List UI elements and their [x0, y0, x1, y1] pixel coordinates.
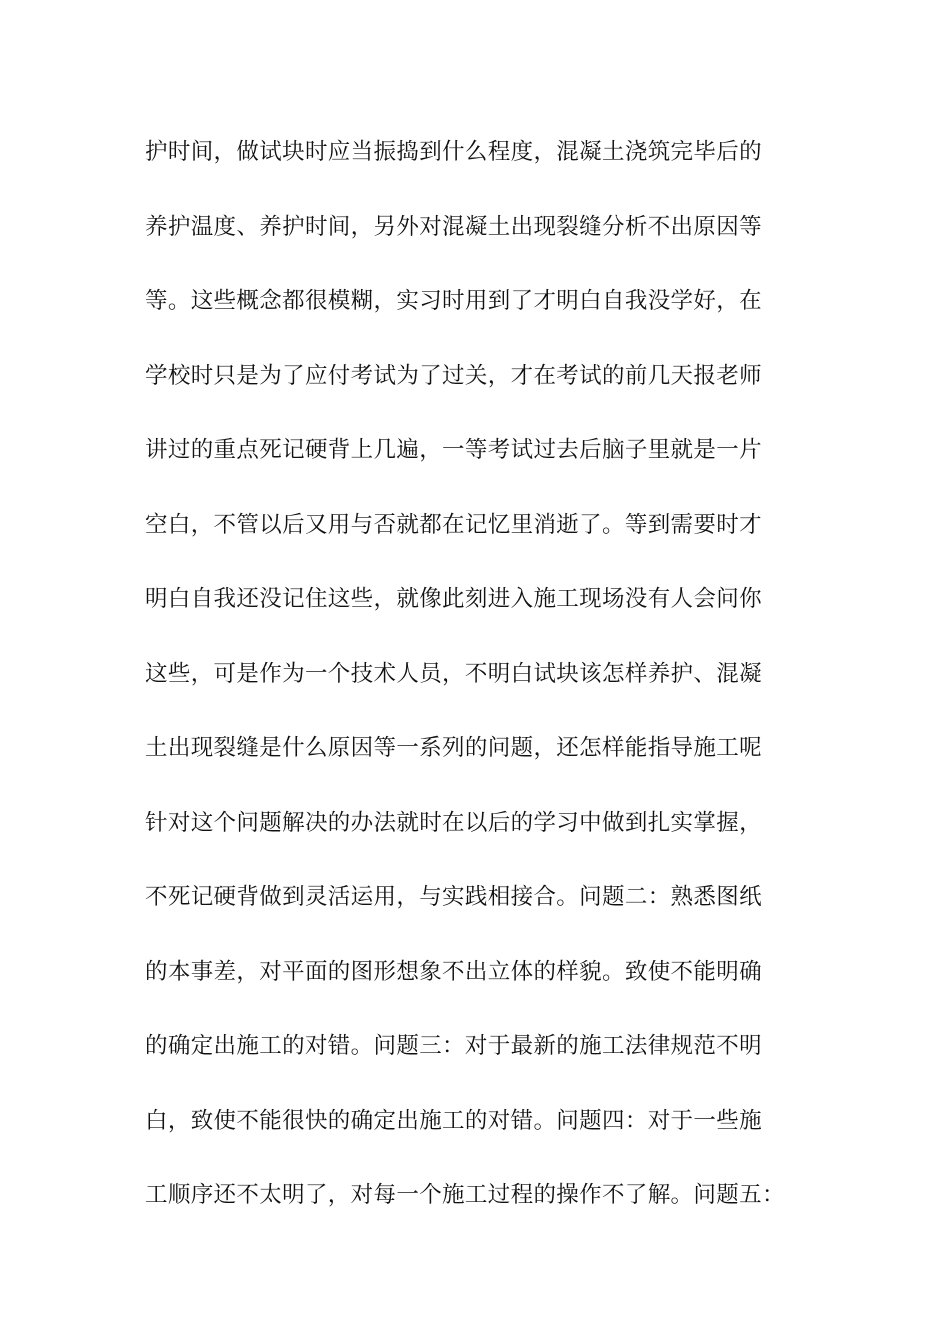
text-line: 养护温度、养护时间，另外对混凝土出现裂缝分析不出原因等	[145, 213, 762, 240]
text-line: 土出现裂缝是什么原因等一系列的问题，还怎样能指导施工呢	[145, 735, 762, 761]
text-line: 等。这些概念都很模糊，实习时用到了才明白自我没学好，在	[145, 288, 762, 314]
text-line: 学校时只是为了应付考试为了过关，才在考试的前几天报老师	[145, 362, 762, 389]
text-line: 空白，不管以后又用与否就都在记忆里消逝了。等到需要时才	[145, 511, 762, 538]
body-text	[145, 130, 835, 1248]
text-line: 这些，可是作为一个技术人员，不明白试块该怎样养护、混凝	[145, 660, 762, 687]
text-line: 针对这个问题解决的办法就时在以后的学习中做到扎实掌握，	[145, 809, 762, 836]
text-line: 明白自我还没记住这些，就像此刻进入施工现场没有人会问你	[145, 586, 762, 612]
text-line: 的确定出施工的对错。问题三：对于最新的施工法律规范不明	[145, 1033, 762, 1059]
text-line: 的本事差，对平面的图形想象不出立体的样貌。致使不能明确	[145, 958, 762, 985]
text-line: 工顺序还不太明了，对每一个施工过程的操作不了解。问题五：	[145, 1182, 785, 1208]
text-line: 护时间，做试块时应当振捣到什么程度，混凝土浇筑完毕后的	[145, 139, 762, 165]
text-line: 不死记硬背做到灵活运用，与实践相接合。问题二：熟悉图纸	[145, 884, 762, 910]
text-line: 白，致使不能很快的确定出施工的对错。问题四：对于一些施	[145, 1107, 762, 1134]
text-line: 讲过的重点死记硬背上几遍，一等考试过去后脑子里就是一片	[145, 437, 762, 463]
